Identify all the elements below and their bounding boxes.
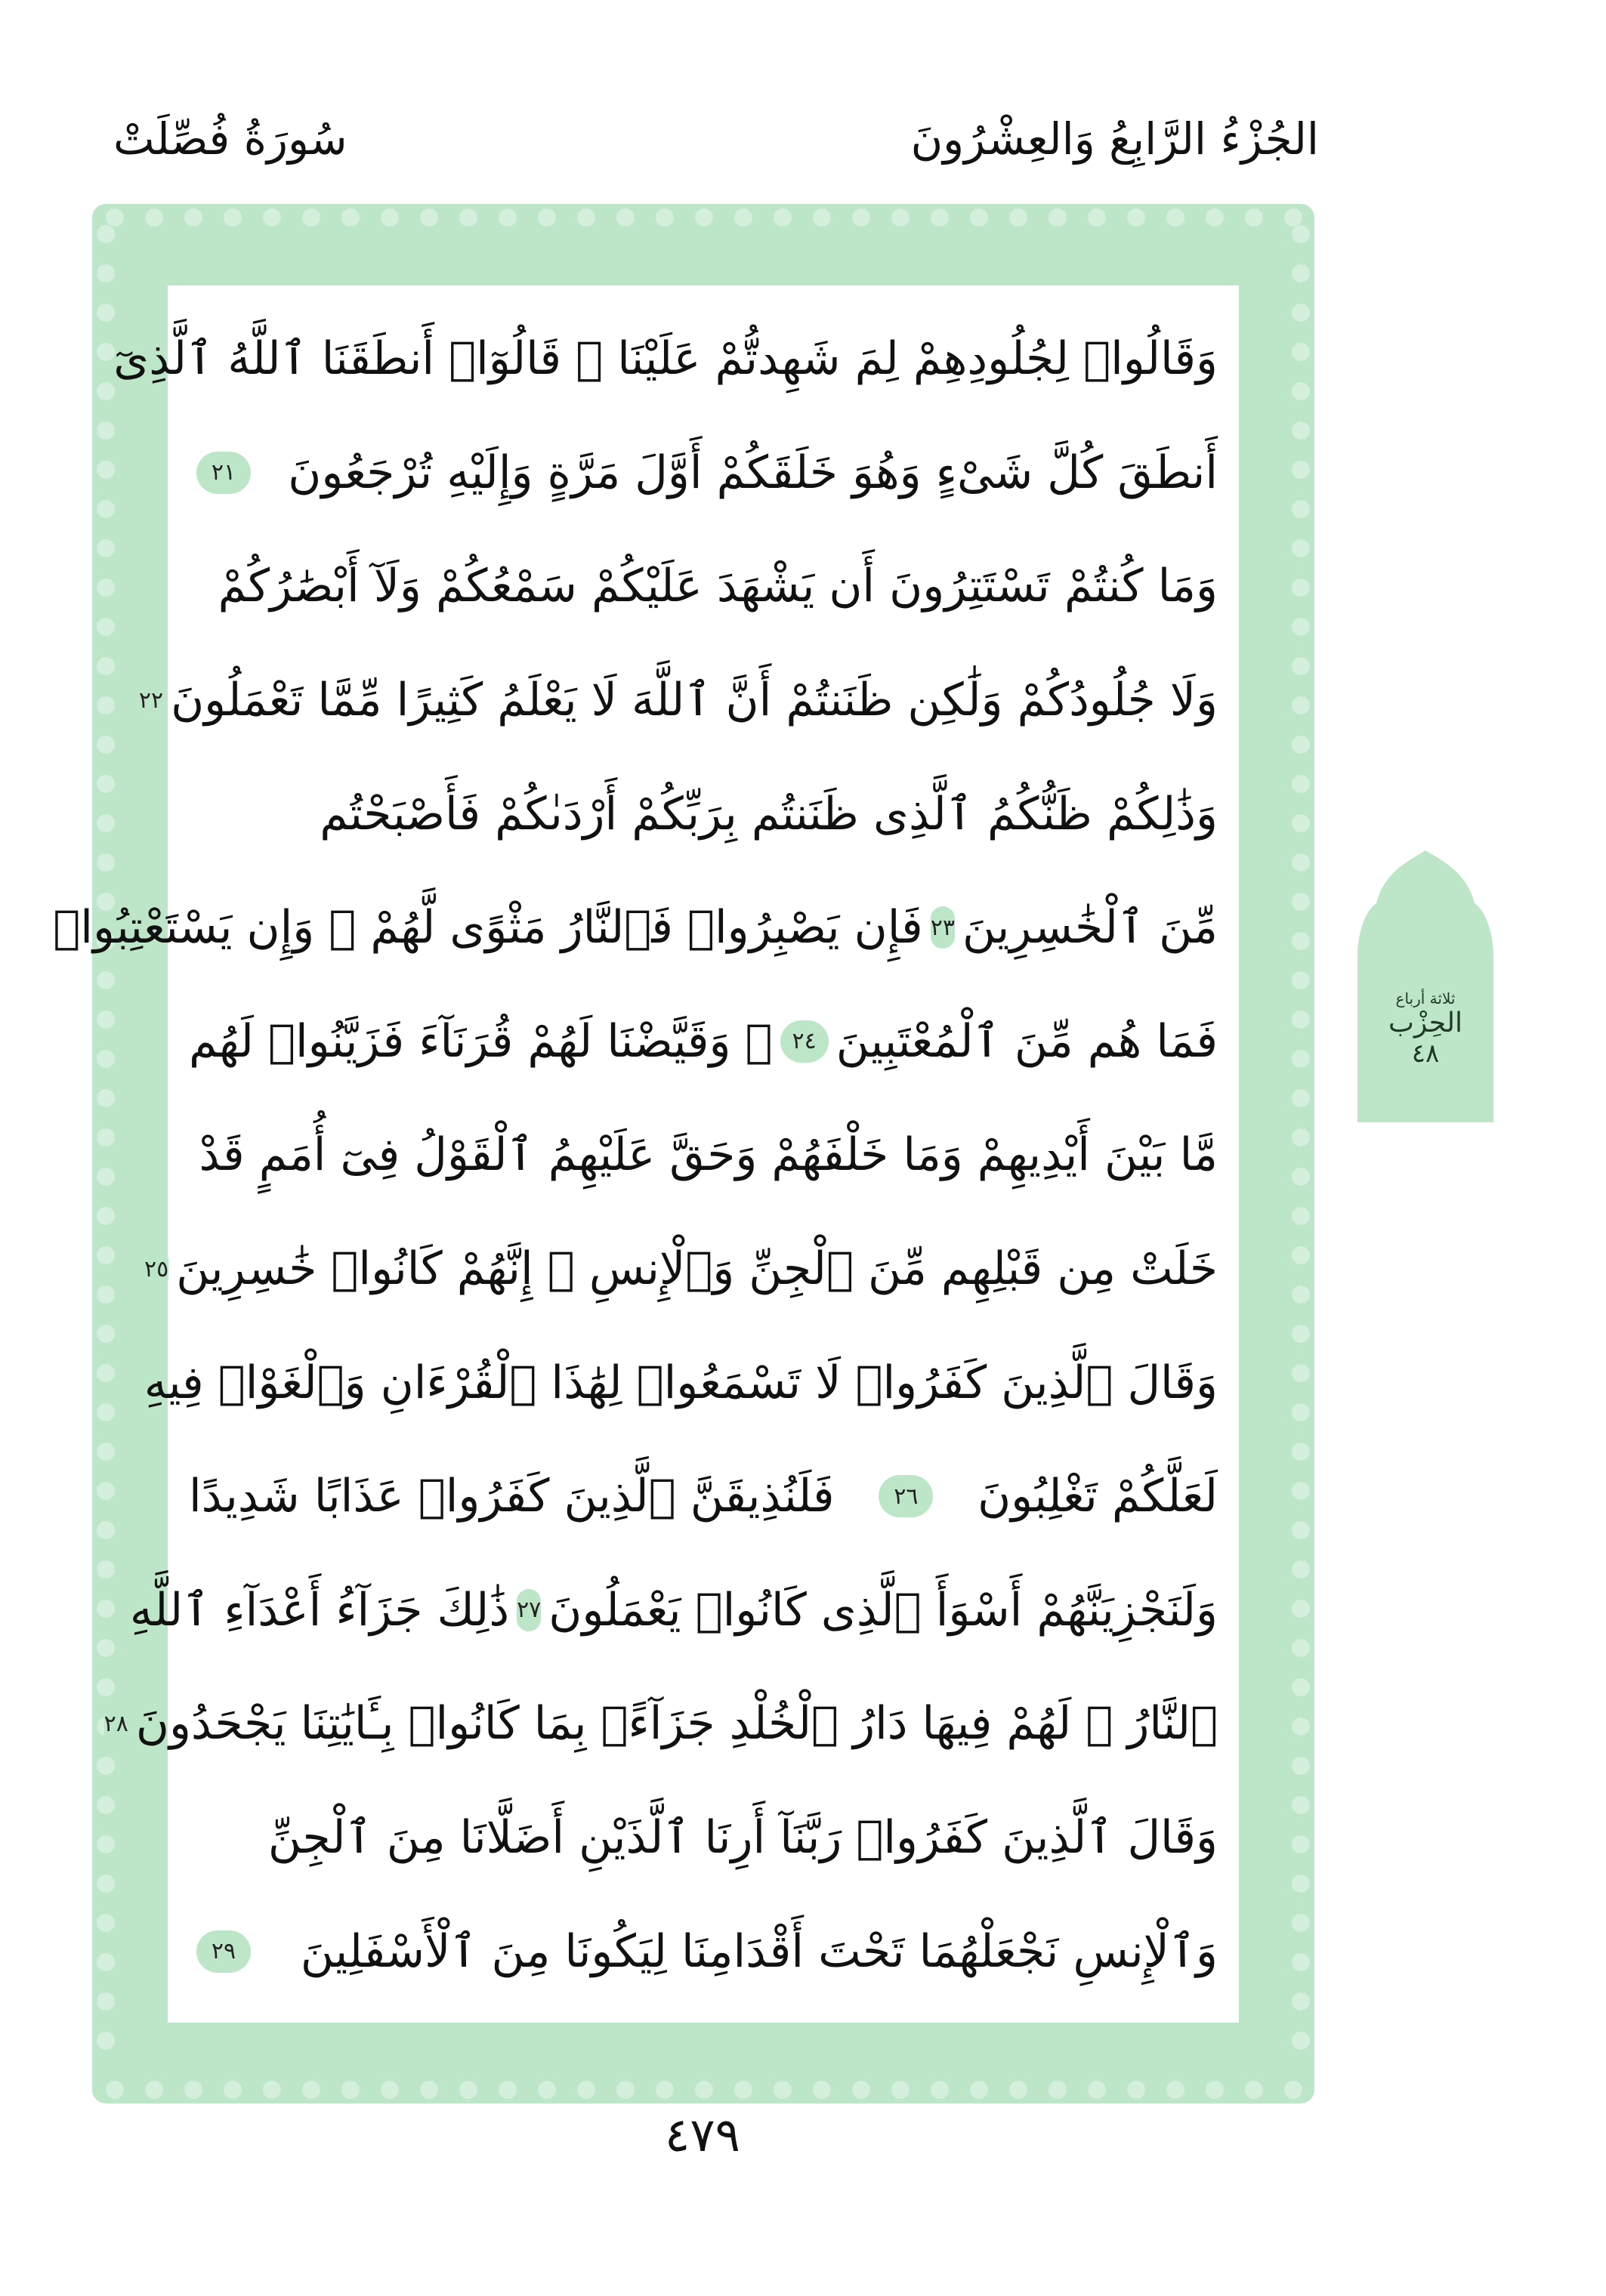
scallop-dot <box>695 208 713 227</box>
ayah-text: وَقَالَ ٱلَّذِينَ كَفَرُوا۟ لَا تَسْمَعُوا۟ لِهَٰذَا ٱلْقُرْءَانِ وَٱلْغَوْا۟ فِيهِ <box>144 1356 1218 1409</box>
scallop-dot <box>577 2081 595 2099</box>
scallop-dot <box>97 814 115 832</box>
scallop-dot <box>931 208 949 227</box>
scallop-dot <box>499 208 517 227</box>
scallop-dot <box>263 208 281 227</box>
scallop-dot <box>695 2081 713 2099</box>
scallop-dot <box>97 1089 115 1107</box>
ayah-text: مَّا بَيْنَ أَيْدِيهِمْ وَمَا خَلْفَهُمْ وَحَقَّ عَلَيْهِمُ ٱلْقَوْلُ فِىٓ أُمَمٍ قَدْ <box>199 1128 1218 1182</box>
scallop-dot <box>931 2081 949 2099</box>
scallop-dot <box>97 539 115 557</box>
scallop-dot <box>1292 893 1310 911</box>
scallop-dot <box>1292 1560 1310 1578</box>
scallop-dot <box>1292 1992 1310 2011</box>
scallop-dot <box>381 208 399 227</box>
scallop-dot <box>538 2081 556 2099</box>
hizb-title: الحِزْب <box>1388 1008 1462 1038</box>
scallop-dot <box>970 208 988 227</box>
ayah-text: وَذَٰلِكُمْ ظَنُّكُمُ ٱلَّذِى ظَنَنتُم بِرَبِّكُمْ أَرْدَىٰكُمْ فَأَصْبَحْتُم <box>320 787 1218 841</box>
ayah-number-marker: ٢١ <box>196 452 251 494</box>
scallop-dot <box>97 1875 115 1893</box>
scallop-dot <box>616 208 635 227</box>
juz-header: الجُزْءُ الرَّابِعُ وَالعِشْرُونَ <box>910 113 1319 165</box>
scallop-dot <box>97 461 115 479</box>
scallop-dot <box>1292 304 1310 322</box>
scallop-dot <box>1292 1521 1310 1539</box>
scallop-dot <box>97 1835 115 1853</box>
ayah-text: وَلَا جُلُودُكُمْ وَلَٰكِن ظَنَنتُمْ أَنَّ ٱللَّهَ لَا يَعْلَمُ كَثِيرًا مِّمَّا تَعْمَلُونَ <box>171 674 1218 727</box>
scallop-dot <box>1292 1207 1310 1225</box>
scallop-dot <box>1292 1050 1310 1068</box>
scallop-dot <box>1292 1443 1310 1461</box>
scallop-dot <box>97 1482 115 1500</box>
scallop-dot <box>459 2081 477 2099</box>
scallop-dot <box>1166 208 1184 227</box>
scallop-dot <box>1292 500 1310 518</box>
text-line <box>189 985 1218 1099</box>
scallop-dot <box>1292 696 1310 714</box>
scallop-dot <box>97 1403 115 1421</box>
scallop-dot <box>106 208 124 227</box>
scallop-dot <box>577 208 595 227</box>
scallop-dot <box>97 1246 115 1264</box>
ayah-text-continued: فَلَنُذِيقَنَّ ٱلَّذِينَ كَفَرُوا۟ عَذَابًا شَدِيدًا <box>189 1470 835 1523</box>
scallop-dot <box>381 2081 399 2099</box>
scallop-dot <box>97 1796 115 1814</box>
scallop-dot <box>774 208 792 227</box>
scallop-dot <box>1292 1875 1310 1893</box>
scallop-dot <box>1292 382 1310 400</box>
scallop-dot <box>1292 343 1310 361</box>
scallop-dot <box>97 1364 115 1382</box>
scallop-dot <box>734 208 752 227</box>
scallop-dot <box>1292 1011 1310 1029</box>
text-line <box>189 1440 1218 1554</box>
scallop-dot <box>1292 775 1310 793</box>
text-line <box>129 1554 1218 1668</box>
scallop-dot <box>774 2081 792 2099</box>
scallop-dot <box>97 657 115 675</box>
scallop-dot <box>1292 1364 1310 1382</box>
scallop-dot <box>656 208 674 227</box>
ayah-text: وَمَا كُنتُمْ تَسْتَتِرُونَ أَن يَشْهَدَ عَلَيْكُمْ سَمْعُكُمْ وَلَآ أَبْصَٰرُكُمْ <box>218 560 1218 613</box>
scallop-dot <box>224 208 242 227</box>
scallop-dot <box>734 2081 752 2099</box>
scallop-dot <box>1088 2081 1106 2099</box>
scallop-dot <box>1292 225 1310 243</box>
ayah-number-marker: ٢٥ <box>144 1248 168 1290</box>
scallop-dot <box>341 2081 360 2099</box>
scallop-dot <box>1292 1717 1310 1736</box>
scallop-dot <box>97 1128 115 1146</box>
scallop-dot <box>145 2081 163 2099</box>
scallop-dot <box>97 304 115 322</box>
scallop-dot <box>97 1325 115 1343</box>
scallop-dot <box>538 208 556 227</box>
text-line <box>103 1667 1218 1781</box>
scallop-dot <box>1292 1168 1310 1186</box>
ayah-number-marker: ٢٧ <box>517 1589 541 1631</box>
ayah-number-marker: ٢٩ <box>196 1930 251 1973</box>
scallop-dot <box>1049 2081 1067 2099</box>
text-line <box>189 1781 1218 1895</box>
scallop-dot <box>97 1207 115 1225</box>
scallop-dot <box>184 2081 202 2099</box>
scallop-dot <box>1292 1639 1310 1657</box>
scallop-dot <box>813 208 831 227</box>
ayah-text: وَقَالَ ٱلَّذِينَ كَفَرُوا۟ رَبَّنَآ أَرِنَا ٱلَّذَيْنِ أَضَلَّانَا مِنَ ٱلْجِنِّ <box>267 1811 1218 1865</box>
scallop-dot <box>1206 208 1224 227</box>
scallop-dot <box>341 208 360 227</box>
ayah-text-continued: ۞ وَقَيَّضْنَا لَهُمْ قُرَنَآءَ فَزَيَّنُوا۟ لَهُم <box>189 1014 773 1068</box>
scallop-dot <box>97 853 115 872</box>
scallop-dot <box>184 208 202 227</box>
text-line <box>144 1212 1218 1326</box>
scallop-dot <box>97 1521 115 1539</box>
scallop-dot <box>1292 1796 1310 1814</box>
scallop-dot <box>1292 736 1310 754</box>
scallop-dot <box>1292 853 1310 872</box>
ayah-number-marker: ٢٨ <box>104 1702 128 1745</box>
scallop-dot <box>1292 264 1310 282</box>
scallop-dot <box>224 2081 242 2099</box>
ayah-number-marker: ٢٣ <box>931 906 955 949</box>
scallop-dot <box>97 618 115 636</box>
scallop-dot <box>1292 1953 1310 1971</box>
ayah-text-continued: ذَٰلِكَ جَزَآءُ أَعْدَآءِ ٱللَّهِ <box>129 1583 510 1637</box>
text-line <box>189 416 1218 530</box>
scallop-dot <box>1127 2081 1145 2099</box>
scallop-dot <box>106 2081 124 2099</box>
scallop-dot <box>1292 1128 1310 1146</box>
scallop-dot <box>1284 208 1302 227</box>
scallop-dot <box>1245 2081 1263 2099</box>
ayah-text: أَنطَقَ كُلَّ شَىْءٍ وَهُوَ خَلَقَكُمْ أَوَّلَ مَرَّةٍ وَإِلَيْهِ تُرْجَعُونَ <box>288 446 1218 499</box>
scallop-dot <box>1292 618 1310 636</box>
hizb-label <box>1354 989 1497 1069</box>
scallop-dot <box>97 1639 115 1657</box>
scallop-dot <box>1292 932 1310 950</box>
hizb-fraction: ثلاثة أرباع <box>1395 989 1456 1008</box>
scallop-dot <box>1292 1678 1310 1696</box>
scallop-dot <box>1206 2081 1224 2099</box>
text-line <box>189 1894 1218 2008</box>
scallop-dot <box>1292 461 1310 479</box>
scallop-dot <box>1009 208 1027 227</box>
scallop-dot <box>97 1168 115 1186</box>
scallop-dot <box>97 1757 115 1775</box>
scallop-dot <box>1009 2081 1027 2099</box>
scallop-dot <box>1292 1325 1310 1343</box>
scallop-dot <box>263 2081 281 2099</box>
text-line <box>113 302 1218 416</box>
scallop-dot <box>656 2081 674 2099</box>
scallop-dot <box>1292 1482 1310 1500</box>
scallop-dot <box>97 1560 115 1578</box>
scallop-dot <box>1088 208 1106 227</box>
scallop-dot <box>970 2081 988 2099</box>
scallop-dot <box>1292 1835 1310 1853</box>
surah-header: سُورَةُ فُصِّلَتْ <box>113 113 347 165</box>
scallop-dot <box>97 1285 115 1304</box>
ayah-text: وَلَنَجْزِيَنَّهُمْ أَسْوَأَ ٱلَّذِى كَانُوا۟ يَعْمَلُونَ <box>548 1583 1218 1637</box>
scallop-dot <box>97 696 115 714</box>
scallop-dot <box>616 2081 635 2099</box>
ayah-text: وَٱلْإِنسِ نَجْعَلْهُمَا تَحْتَ أَقْدَامِنَا لِيَكُونَا مِنَ ٱلْأَسْفَلِينَ <box>300 1924 1218 1978</box>
scallop-dot <box>1127 208 1145 227</box>
scallop-dot <box>97 1678 115 1696</box>
scallop-dot <box>97 971 115 989</box>
scallop-dot <box>97 343 115 361</box>
scallop-dot <box>852 208 870 227</box>
scallop-dot <box>97 1953 115 1971</box>
scallop-dot <box>97 421 115 440</box>
scallop-dot <box>97 264 115 282</box>
text-line <box>189 757 1218 871</box>
text-line <box>53 871 1218 985</box>
scallop-dot <box>1292 1914 1310 1932</box>
hizb-number: ٤٨ <box>1411 1038 1440 1069</box>
scallop-dot <box>1292 971 1310 989</box>
text-line <box>138 643 1218 758</box>
scallop-dot <box>1292 657 1310 675</box>
scallop-dot <box>97 1011 115 1029</box>
scallop-dot <box>1166 2081 1184 2099</box>
text-line <box>189 529 1218 643</box>
scallop-dot <box>302 208 320 227</box>
page-number: ٤٧٩ <box>665 2107 740 2162</box>
scallop-dot <box>1245 208 1263 227</box>
scallop-dot <box>1292 1089 1310 1107</box>
ayah-number-marker: ٢٤ <box>780 1020 829 1063</box>
scallop-dot <box>1049 208 1067 227</box>
scallop-dot <box>813 2081 831 2099</box>
scallop-dot <box>420 2081 438 2099</box>
text-line <box>144 1325 1218 1440</box>
ayah-text-continued: فَإِن يَصْبِرُوا۟ فَٱلنَّارُ مَثْوًى لَّهُمْ ۖ وَإِن يَسْتَعْتِبُوا۟ <box>53 901 923 955</box>
text-line <box>189 1098 1218 1212</box>
ayah-text: لَعَلَّكُمْ تَغْلِبُونَ <box>977 1470 1218 1523</box>
scallop-dot <box>97 1050 115 1068</box>
scallop-dot <box>1292 814 1310 832</box>
scallop-dot <box>97 1443 115 1461</box>
scallop-dot <box>1292 1246 1310 1264</box>
scallop-dot <box>97 736 115 754</box>
scallop-dot <box>1292 539 1310 557</box>
scallop-dot <box>97 775 115 793</box>
scallop-dot <box>97 1600 115 1618</box>
scallop-dot <box>97 225 115 243</box>
scallop-dot <box>97 2032 115 2050</box>
scallop-dot <box>1292 1757 1310 1775</box>
ayah-text: خَلَتْ مِن قَبْلِهِم مِّنَ ٱلْجِنِّ وَٱلْإِنسِ ۖ إِنَّهُمْ كَانُوا۟ خَٰسِرِينَ <box>176 1242 1218 1296</box>
scallop-dot <box>302 2081 320 2099</box>
ayah-text: فَمَا هُم مِّنَ ٱلْمُعْتَبِينَ <box>835 1014 1218 1068</box>
scallop-dot <box>1292 579 1310 597</box>
scallop-dot <box>145 208 163 227</box>
scallop-dot <box>852 2081 870 2099</box>
scallop-dot <box>97 1992 115 2011</box>
scallop-dot <box>1292 1285 1310 1304</box>
scallop-dot <box>499 2081 517 2099</box>
ayah-number-marker: ٢٢ <box>139 679 163 721</box>
scallop-dot <box>97 382 115 400</box>
scallop-dot <box>1292 1600 1310 1618</box>
scallop-dot <box>1292 421 1310 440</box>
hizb-marker <box>1354 820 1497 1122</box>
scallop-dot <box>97 500 115 518</box>
scallop-dot <box>97 579 115 597</box>
scallop-dot <box>420 208 438 227</box>
ayah-text: مِّنَ ٱلْخَٰسِرِينَ <box>962 901 1218 955</box>
scallop-dot <box>1292 2032 1310 2050</box>
ayah-text: وَقَالُوا۟ لِجُلُودِهِمْ لِمَ شَهِدتُّمْ عَلَيْنَا ۖ قَالُوٓا۟ أَنطَقَنَا ٱللَّهُ ٱلَّذِىٓ <box>113 332 1218 386</box>
scallop-dot <box>1292 1403 1310 1421</box>
quran-text <box>53 302 1218 2009</box>
ayah-text: ٱلنَّارُ ۖ لَهُمْ فِيهَا دَارُ ٱلْخُلْدِ جَزَآءًۢ بِمَا كَانُوا۟ بِـَٔايَٰتِنَا يَجْحَدُونَ <box>135 1697 1218 1751</box>
scallop-dot <box>97 1914 115 1932</box>
scallop-dot <box>459 208 477 227</box>
scallop-dot <box>1284 2081 1302 2099</box>
ayah-number-marker: ٢٦ <box>879 1475 933 1517</box>
scallop-dot <box>891 2081 910 2099</box>
scallop-dot <box>891 208 910 227</box>
